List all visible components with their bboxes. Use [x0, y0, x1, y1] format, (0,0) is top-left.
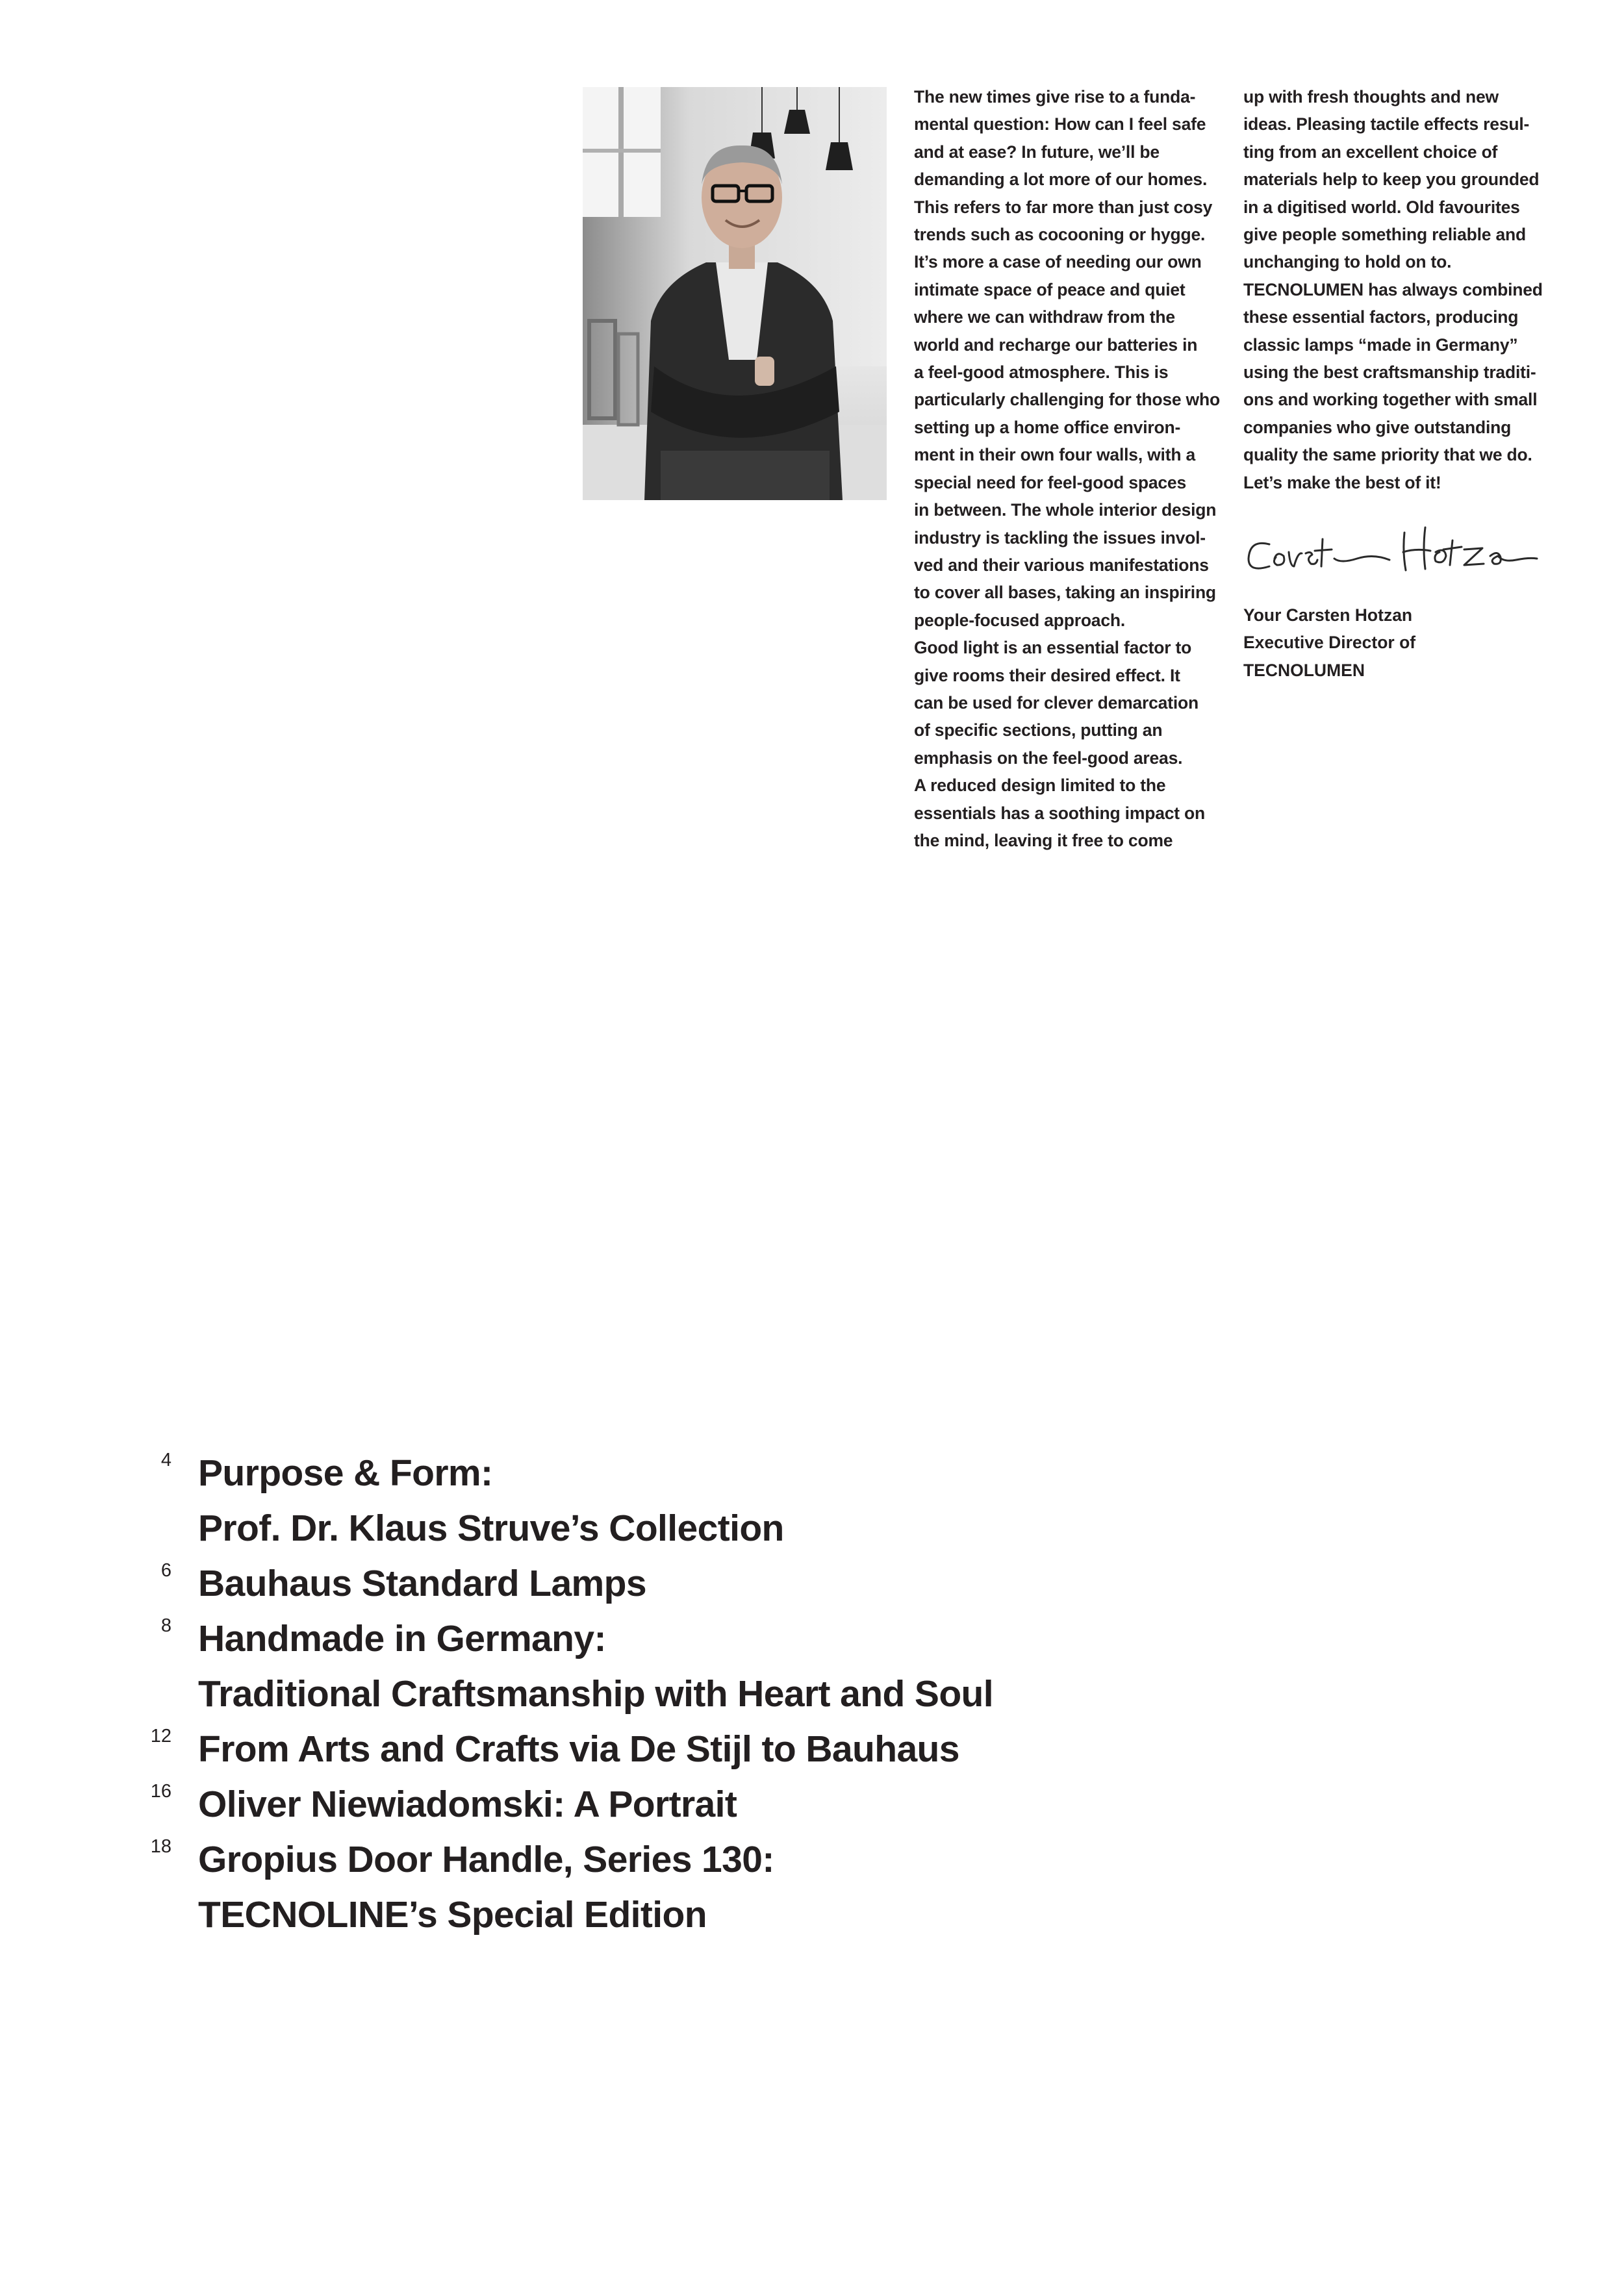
- foreword-text-line: in a digitised world. Old favourites: [1243, 197, 1520, 217]
- foreword-text-line: ting from an excellent choice of: [1243, 142, 1498, 162]
- foreword-text-line: world and recharge our batteries in: [914, 334, 1198, 355]
- toc-entry-title: Handmade in Germany:: [198, 1618, 606, 1659]
- foreword-text-line: The new times give rise to a funda-: [914, 87, 1196, 107]
- foreword-text-line: quality the same priority that we do.: [1243, 445, 1532, 465]
- foreword-text-line: Good light is an essential factor to: [914, 638, 1192, 658]
- toc-entry-title: TECNOLINE’s Special Edition: [198, 1894, 707, 1936]
- toc-entry-title: Purpose & Form:: [198, 1452, 493, 1494]
- foreword-text-line: where we can withdraw from the: [914, 307, 1175, 327]
- toc-page-number: 4: [160, 1450, 171, 1470]
- toc-entry: [143, 1832, 1247, 1943]
- foreword-text-line: trends such as cocooning or hygge.: [914, 225, 1206, 245]
- foreword-column-2: [1243, 83, 1568, 496]
- foreword-text-line: A reduced design limited to the: [914, 776, 1166, 796]
- foreword-text-line: of specific sections, putting an: [914, 720, 1163, 740]
- foreword-text-line: mental question: How can I feel safe: [914, 114, 1206, 134]
- foreword-text-line: give people something reliable and: [1243, 225, 1526, 245]
- portrait-image: [583, 87, 887, 500]
- signature-image: [1243, 513, 1542, 585]
- foreword-text-line: emphasis on the feel-good areas.: [914, 748, 1183, 768]
- signoff-line: Your Carsten Hotzan: [1243, 605, 1413, 625]
- toc-entry-title: Traditional Craftsmanship with Heart and Soul: [198, 1673, 993, 1715]
- foreword-text-line: ment in their own four walls, with a: [914, 445, 1196, 465]
- portrait-photo: [583, 87, 887, 500]
- toc-entry-title: Prof. Dr. Klaus Struve’s Collection: [198, 1508, 784, 1549]
- foreword-text-line: a feel-good atmosphere. This is: [914, 362, 1169, 383]
- toc-page-number: 18: [150, 1836, 171, 1857]
- foreword-text-line: in between. The whole interior design: [914, 500, 1217, 520]
- toc-entry: [143, 1446, 1247, 1556]
- foreword-text-line: companies who give outstanding: [1243, 417, 1512, 437]
- foreword-text-line: Let’s make the best of it!: [1243, 472, 1441, 492]
- handwritten-signature: [1243, 513, 1542, 585]
- foreword-text-line: industry is tackling the issues invol-: [914, 527, 1206, 548]
- toc-entry-title: Oliver Niewiadomski: A Portrait: [198, 1784, 737, 1825]
- table-of-contents: [143, 1446, 1247, 1943]
- foreword-text-line: ved and their various manifestations: [914, 555, 1209, 575]
- foreword-text-line: setting up a home office environ-: [914, 417, 1181, 437]
- foreword-text-line: TECNOLUMEN has always combined: [1243, 279, 1543, 299]
- toc-entry-title: Gropius Door Handle, Series 130:: [198, 1839, 774, 1880]
- foreword-text-line: demanding a lot more of our homes.: [914, 170, 1208, 190]
- foreword-text-line: these essential factors, producing: [1243, 307, 1519, 327]
- toc-page-number: 12: [150, 1726, 171, 1747]
- foreword-text-line: materials help to keep you grounded: [1243, 170, 1540, 190]
- foreword-text-line: using the best craftsmanship traditi-: [1243, 362, 1536, 383]
- foreword-text-line: essentials has a soothing impact on: [914, 803, 1206, 823]
- foreword-text-line: up with fresh thoughts and new: [1243, 87, 1499, 107]
- foreword-text-line: to cover all bases, taking an inspiring: [914, 583, 1216, 603]
- foreword-text-line: This refers to far more than just cosy: [914, 197, 1213, 217]
- toc-entry: [143, 1777, 1247, 1832]
- foreword-text-line: intimate space of peace and quiet: [914, 279, 1186, 299]
- signoff-line: Executive Director of: [1243, 633, 1416, 653]
- toc-entry: [143, 1556, 1247, 1611]
- foreword-column-1: [914, 83, 1239, 854]
- foreword-text-line: give rooms their desired effect. It: [914, 665, 1180, 685]
- toc-page-number: 6: [160, 1560, 171, 1581]
- foreword-text-line: can be used for clever demarcation: [914, 692, 1199, 713]
- toc-entry-title: Bauhaus Standard Lamps: [198, 1563, 646, 1604]
- toc-entry: [143, 1611, 1247, 1722]
- foreword-text-line: particularly challenging for those who: [914, 390, 1220, 410]
- foreword-text-line: classic lamps “made in Germany”: [1243, 334, 1518, 355]
- toc-page-number: 16: [150, 1781, 171, 1802]
- foreword-text-line: ons and working together with small: [1243, 390, 1538, 410]
- foreword-text-line: and at ease? In future, we’ll be: [914, 142, 1160, 162]
- signoff-block: [1243, 601, 1555, 684]
- signoff-line: TECNOLUMEN: [1243, 660, 1365, 680]
- foreword-text-line: unchanging to hold on to.: [1243, 252, 1452, 272]
- toc-entry-title: From Arts and Crafts via De Stijl to Bauhaus: [198, 1728, 959, 1770]
- foreword-text-line: the mind, leaving it free to come: [914, 830, 1173, 850]
- foreword-text-line: people-focused approach.: [914, 610, 1126, 630]
- toc-entry: [143, 1722, 1247, 1777]
- toc-page-number: 8: [160, 1615, 171, 1636]
- foreword-text-line: It’s more a case of needing our own: [914, 252, 1202, 272]
- foreword-text-line: special need for feel-good spaces: [914, 472, 1187, 492]
- foreword-text-line: ideas. Pleasing tactile effects resul-: [1243, 114, 1530, 134]
